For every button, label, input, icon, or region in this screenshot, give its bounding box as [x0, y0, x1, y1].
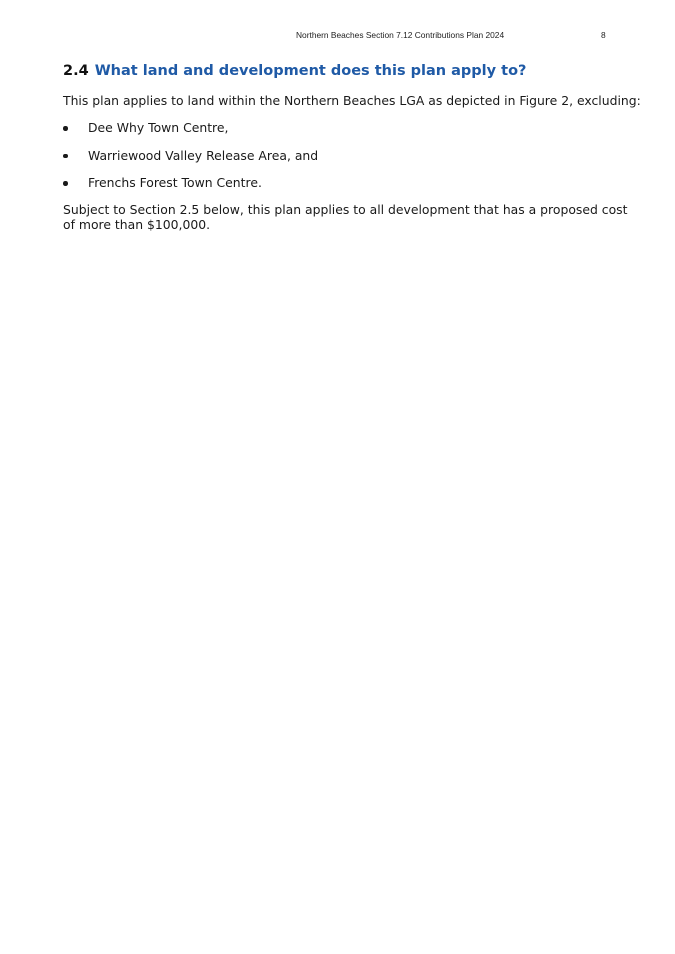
- bullet-icon: [63, 181, 68, 186]
- bullet-icon: [63, 154, 68, 159]
- list-item: [63, 120, 318, 135]
- header-page-number: 8: [601, 30, 606, 40]
- intro-paragraph: This plan applies to land within the Northern Beaches LGA as depicted in Figure 2, excluding:: [63, 93, 641, 108]
- header-document-title: Northern Beaches Section 7.12 Contributions Plan 2024: [296, 30, 505, 40]
- list-item-text: Warriewood Valley Release Area, and: [88, 147, 319, 163]
- section-heading: [63, 63, 526, 79]
- section-title: What land and development does this plan apply to?: [94, 63, 527, 79]
- exclusions-list: [63, 120, 318, 203]
- closing-paragraph: Subject to Section 2.5 below, this plan applies to all development that has a proposed cost of more than $100,000.: [63, 202, 628, 232]
- bullet-icon: [63, 126, 68, 131]
- list-item: [63, 148, 318, 163]
- list-item-text: Dee Why Town Centre,: [88, 120, 229, 135]
- list-item-text: Frenchs Forest Town Centre.: [88, 175, 262, 190]
- section-number: 2.4: [63, 63, 89, 79]
- running-header: [0, 30, 675, 44]
- list-item: [63, 175, 318, 190]
